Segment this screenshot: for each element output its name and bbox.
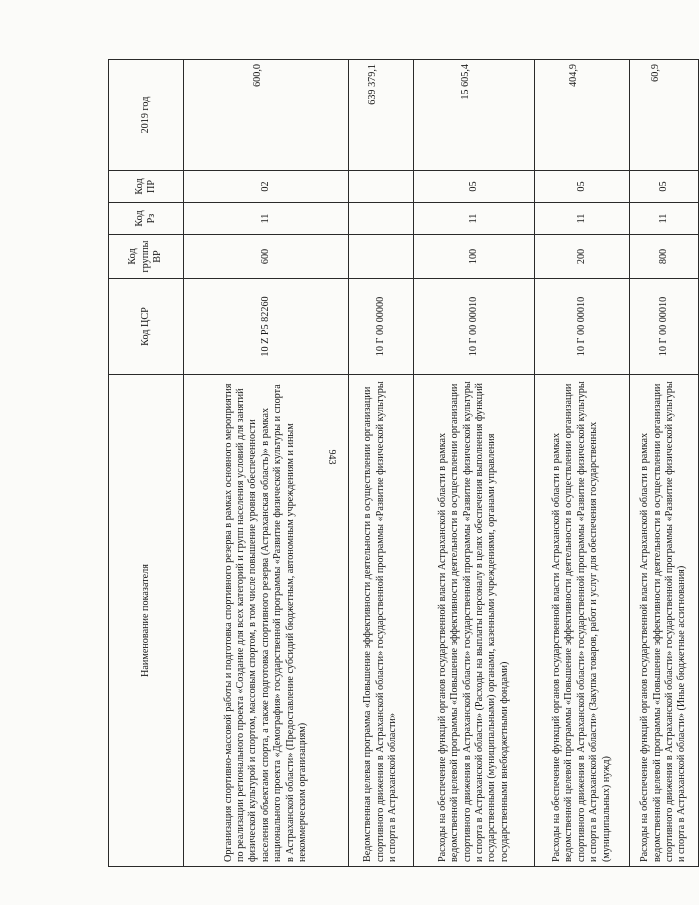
row-name: Расходы на обеспечение функций органов государственной власти Астраханской области в рамках ведомственной целевой программы «Повышение эффективности деятельности в осуществлении организации спортивного движения в Астраханской области» государственной программы «Развитие физической культуры и спорта в Астраханской области» (Закупка товаров, работ и услуг для обеспечения государственных (муниципальных) нужд): [535, 375, 630, 867]
row-rz-code: 11: [414, 203, 535, 235]
table-row: [414, 60, 535, 867]
row-vr-code: 200: [535, 235, 630, 279]
header-year: 2019 год: [109, 60, 184, 171]
row-pr-code: 02: [184, 171, 349, 203]
row-pr-code: [349, 171, 414, 203]
table-row: [184, 60, 349, 867]
row-rz-code: 11: [630, 203, 699, 235]
row-csr-code: 10 Г 00 00000: [349, 279, 414, 375]
row-amount-value: 60,9: [649, 64, 661, 82]
row-amount-value: 600,0: [251, 64, 263, 87]
row-amount: [630, 60, 699, 171]
row-csr-code: 10 Г 00 00010: [630, 279, 699, 375]
table-row: [630, 60, 699, 867]
rotated-page-content: [108, 60, 688, 867]
row-vr-code: 800: [630, 235, 699, 279]
row-pr-code: 05: [630, 171, 699, 203]
row-vr-code: [349, 235, 414, 279]
row-amount: [414, 60, 535, 171]
header-vr-code: Код группы ВР: [109, 235, 184, 279]
row-csr-code: 10 Г 00 00010: [535, 279, 630, 375]
row-pr-code: 05: [414, 171, 535, 203]
table-row: [349, 60, 414, 867]
row-csr-code: 10 Г 00 00010: [414, 279, 535, 375]
row-name: Организация спортивно-массовой работы и подготовка спортивного резерва в рамках основного мероприятия по реализации регионального проекта «Создание для всех категорий и групп населения условий для занятий физической культурой и спортом, массовым спортом, в том числе повышение уровня обеспеченности населения объектами спорта, а также подготовка спортивного резерва (Астраханская область)» в рамках национального проекта «Демография» государственной программы «Развитие физической культуры и спорта в Астраханской области» (Предоставление субсидий бюджетным, автономным учреждениям и иным некоммерческим организациям): [184, 375, 349, 867]
row-amount: [184, 60, 349, 171]
row-amount: [535, 60, 630, 171]
row-amount-value: 639 379,1: [366, 64, 378, 105]
row-amount-value: 15 605,4: [459, 64, 471, 100]
header-rz-code: Код Рз: [109, 203, 184, 235]
row-amount-value: 404,9: [567, 64, 579, 87]
table-header-row: [109, 60, 184, 867]
row-vr-code: 600: [184, 235, 349, 279]
row-rz-code: [349, 203, 414, 235]
row-rz-code: 11: [535, 203, 630, 235]
row-csr-code: 10 Z P5 82260: [184, 279, 349, 375]
row-name: Расходы на обеспечение функций органов государственной власти Астраханской области в рамках ведомственной целевой программы «Повышение эффективности деятельности в осуществлении организации спортивного движения в Астраханской области» государственной программы «Развитие физической культуры и спорта в Астраханской области» (Расходы на выплаты персоналу в целях обеспечения выполнения функций государственными (муниципальными) органами, казенными учреждениями, органами управления государственными внебюджетными фондами): [414, 375, 535, 867]
row-vr-code: 100: [414, 235, 535, 279]
header-csr-code: Код ЦСР: [109, 279, 184, 375]
row-name: Расходы на обеспечение функций органов государственной власти Астраханской области в рамках ведомственной целевой программы «Повышение эффективности деятельности в осуществлении организации спортивного движения в Астраханской области» государственной программы «Развитие физической культуры и спорта в Астраханской области» (Иные бюджетные ассигнования): [630, 375, 699, 867]
table-row: [535, 60, 630, 867]
header-pr-code: Код ПР: [109, 171, 184, 203]
budget-table: [108, 59, 699, 867]
row-name: Ведомственная целевая программа «Повышение эффективности деятельности в осуществлении организации спортивного движения в Астраханской области» государственной программы «Развитие физической культуры и спорта в Астраханской области»: [349, 375, 414, 867]
row-pr-code: 05: [535, 171, 630, 203]
row-amount: [349, 60, 414, 171]
header-name: Наименование показателя: [109, 375, 184, 867]
row-rz-code: 11: [184, 203, 349, 235]
page-number: 943: [326, 449, 337, 465]
